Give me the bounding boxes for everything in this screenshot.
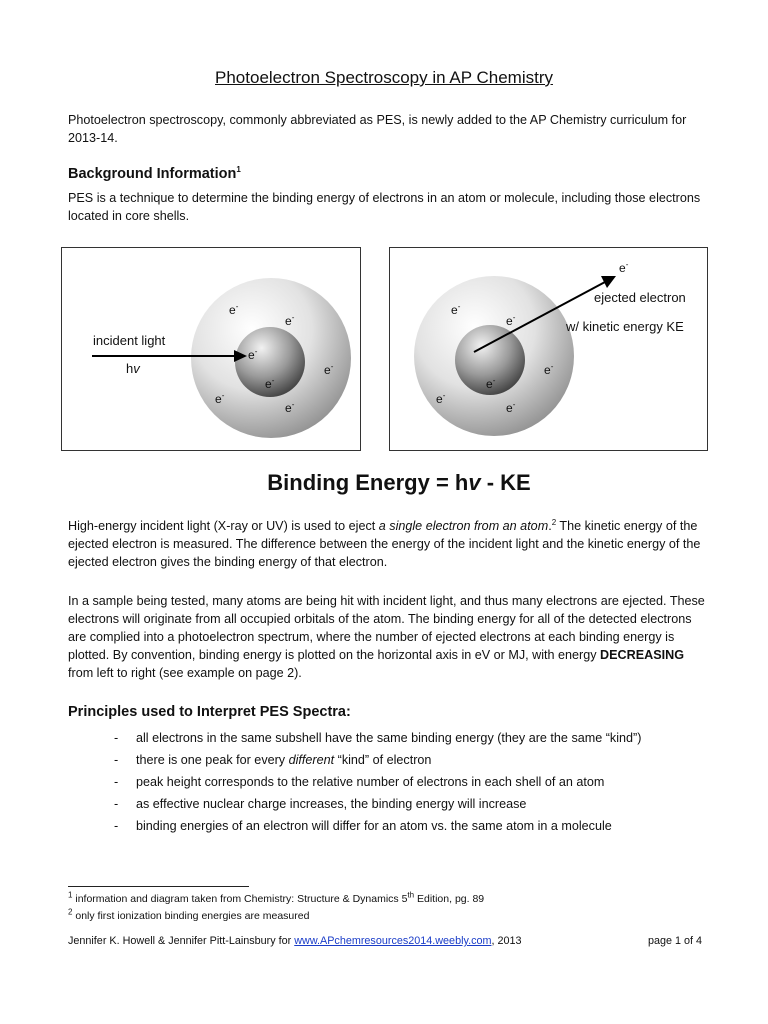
electron-label: e-	[506, 313, 516, 328]
incident-light-label: incident light	[93, 333, 166, 348]
list-item	[114, 793, 641, 815]
text-bold: DECREASING	[600, 648, 685, 662]
footnote-text: Edition, pg. 89	[414, 893, 485, 905]
list-item-text: as effective nuclear charge increases, the binding energy will increase	[136, 797, 527, 811]
bullet-dash: -	[114, 775, 119, 789]
list-item	[114, 771, 641, 793]
list-item-text: there is one peak for every	[136, 753, 289, 767]
paragraph-incident-light	[68, 517, 708, 571]
list-item-italic: different	[288, 753, 335, 767]
principles-list	[114, 727, 641, 837]
electron-label: e-	[506, 400, 516, 415]
footnote-ref-1[interactable]: 1	[236, 165, 241, 175]
footnote-number: 1	[68, 890, 73, 900]
text-italic: a single electron from an atom	[378, 519, 549, 533]
electron-label: e-	[285, 400, 295, 415]
diagram-ejected-electron	[389, 247, 708, 451]
electron-label: e-	[544, 362, 554, 377]
list-item	[114, 815, 641, 837]
background-heading	[68, 166, 241, 182]
list-item-text: binding energies of an electron will differ for an atom vs. the same atom in a molecule	[136, 819, 612, 833]
electron-label: e-	[229, 302, 239, 317]
ejected-electron-label: ejected electron	[594, 290, 686, 305]
footnote-ref-2[interactable]: 2	[551, 517, 557, 527]
footer-authors: Jennifer K. Howell & Jennifer Pitt-Lainsbury for	[68, 935, 295, 947]
paragraph-sample	[68, 592, 708, 682]
binding-energy-equation	[0, 470, 768, 496]
ejected-electron-symbol: e-	[619, 260, 629, 275]
kinetic-energy-label: w/ kinetic energy KE	[566, 319, 684, 334]
footnote-text: information and diagram taken from Chemistry: Structure & Dynamics 5	[72, 893, 408, 905]
electron-label: e-	[215, 391, 225, 406]
text-run: .	[548, 519, 552, 533]
bullet-dash: -	[114, 819, 119, 833]
text-run: In a sample being tested, many atoms are being hit with incident light, and thus many electrons are ejected. These electrons will originate from all occupied orbitals of the atom. The binding energy for all of the detected electrons are complied into a photoelectron spectrum, where the number of ejected electrons at each binding energy is plotted. By convention, binding energy is plotted on the horizontal axis in eV or MJ, with energy	[68, 594, 705, 662]
equation-nu: v	[468, 470, 481, 495]
page-number: page 1 of 4	[648, 935, 703, 947]
electron-label: e-	[486, 376, 496, 391]
list-item-text: all electrons in the same subshell have the same binding energy (they are the same “kind”)	[136, 731, 642, 745]
website-link[interactable]: www.APchemresources2014.weebly.com	[294, 935, 492, 947]
text-run: High-energy incident light (X-ray or UV) is used to eject	[68, 519, 379, 533]
text-run: The kinetic energy of the ejected electron is measured. The difference between the energy of the incident light and the kinetic energy of the ejected electron gives the binding energy of that electron.	[68, 519, 701, 569]
list-item	[114, 749, 641, 771]
list-item-text: peak height corresponds to the relative number of electrons in each shell of an atom	[136, 775, 605, 789]
list-item-text: “kind” of electron	[334, 753, 432, 767]
diagram-incident-light	[61, 247, 361, 451]
footnote-divider	[68, 886, 249, 887]
list-item	[114, 727, 641, 749]
background-paragraph: PES is a technique to determine the binding energy of electrons in an atom or molecule, including those electrons located in core shells.	[68, 191, 701, 223]
equation-part: Binding Energy = h	[267, 470, 469, 495]
electron-label: e-	[436, 391, 446, 406]
footnote-2	[68, 907, 310, 922]
hv-label: hv	[126, 361, 140, 376]
bullet-dash: -	[114, 731, 119, 745]
footnote-text: only first ionization binding energies are measured	[72, 910, 310, 922]
bullet-dash: -	[114, 753, 119, 767]
background-heading-text: Background Information	[68, 166, 237, 182]
electron-label: e-	[285, 313, 295, 328]
equation-part: - KE	[480, 470, 531, 495]
footnote-number: 2	[68, 907, 73, 917]
intro-paragraph: Photoelectron spectroscopy, commonly abbreviated as PES, is newly added to the AP Chemistry curriculum for 2013-14.	[68, 113, 687, 145]
footnote-sup: th	[407, 890, 415, 900]
electron-label: e-	[451, 302, 461, 317]
footer-year: , 2013	[491, 935, 522, 947]
electron-label: e-	[248, 347, 258, 362]
electron-label: e-	[265, 376, 275, 391]
footer-credit	[68, 935, 522, 947]
electron-label: e-	[324, 362, 334, 377]
atom-diagram-left	[62, 248, 360, 450]
footnote-1	[68, 890, 485, 905]
principles-heading: Principles used to Interpret PES Spectra:	[68, 704, 351, 720]
page-title: Photoelectron Spectroscopy in AP Chemistry	[215, 68, 553, 87]
text-run: from left to right (see example on page 2).	[68, 666, 302, 680]
bullet-dash: -	[114, 797, 119, 811]
atom-diagram-right	[390, 248, 707, 450]
